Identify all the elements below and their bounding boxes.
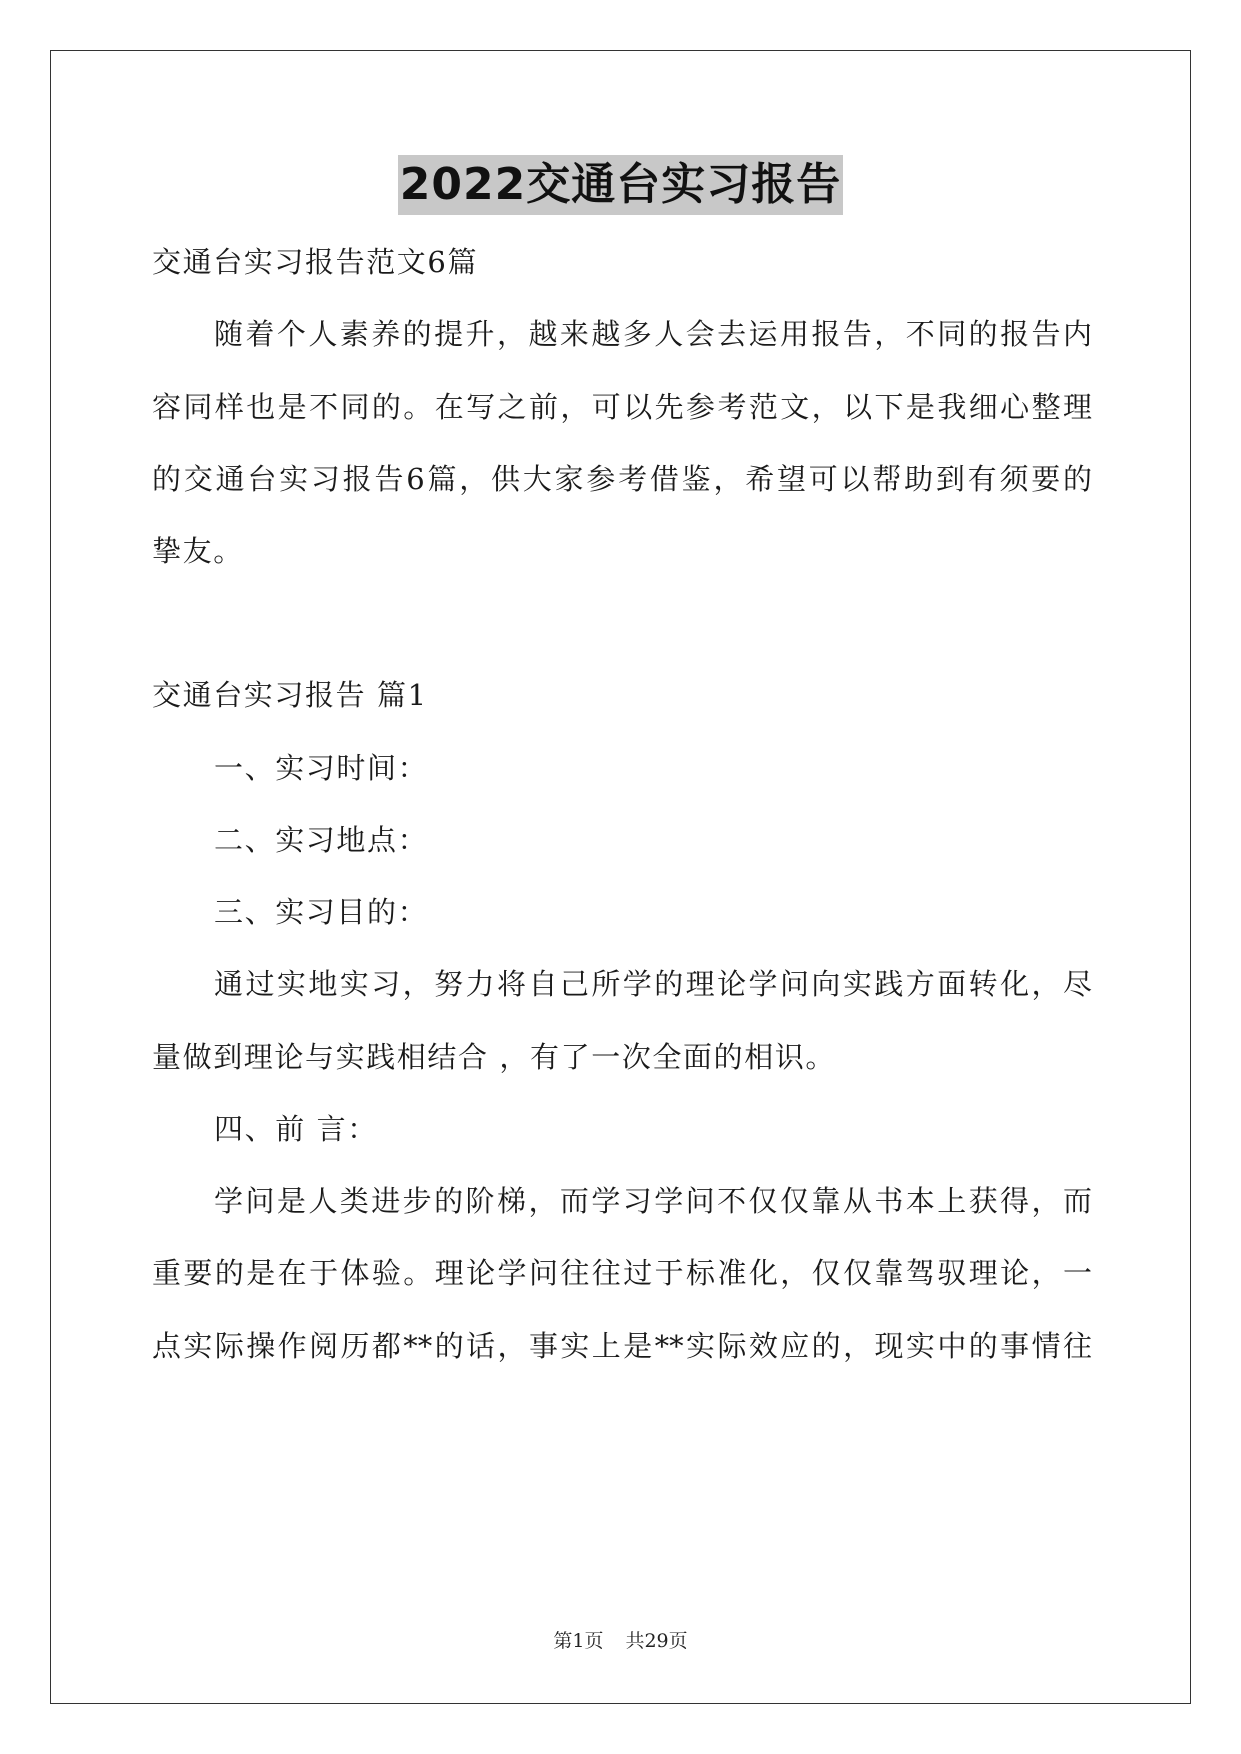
list-item: 四、前 言： xyxy=(214,1112,378,1146)
paragraph-line: 重要的是在于体验。理论学问往往过于标准化，仅仅靠驾驭理论，一 xyxy=(152,1256,1092,1290)
section-heading: 交通台实习报告 篇1 xyxy=(152,678,428,712)
paragraph-line: 学问是人类进步的阶梯，而学习学问不仅仅靠从书本上获得，而 xyxy=(214,1184,1092,1218)
list-item: 二、实习地点： xyxy=(214,823,429,857)
page-total: 共29页 xyxy=(625,1630,688,1652)
list-item: 三、实习目的： xyxy=(214,895,429,929)
paragraph-line: 通过实地实习，努力将自己所学的理论学问向实践方面转化，尽 xyxy=(214,967,1092,1001)
paragraph-line: 随着个人素养的提升，越来越多人会去运用报告，不同的报告内 xyxy=(214,317,1092,351)
paragraph-line: 挚友。 xyxy=(152,534,244,568)
paragraph-line: 量做到理论与实践相结合 ，有了一次全面的相识。 xyxy=(152,1040,837,1074)
paragraph-line: 点实际操作阅历都**的话，事实上是**实际效应的，现实中的事情往 xyxy=(152,1329,1092,1363)
subtitle-line: 交通台实习报告范文6篇 xyxy=(152,245,479,279)
page-number: 第1页 xyxy=(553,1630,604,1652)
page-border xyxy=(50,50,1191,1704)
list-item: 一、实习时间： xyxy=(214,751,429,785)
document-title: 2022交通台实习报告 xyxy=(398,155,843,215)
title-container xyxy=(0,155,1241,215)
page-footer xyxy=(0,1628,1241,1654)
paragraph-line: 容同样也是不同的。在写之前，可以先参考范文，以下是我细心整理 xyxy=(152,390,1092,424)
paragraph-line: 的交通台实习报告6篇，供大家参考借鉴，希望可以帮助到有须要的 xyxy=(152,462,1092,496)
